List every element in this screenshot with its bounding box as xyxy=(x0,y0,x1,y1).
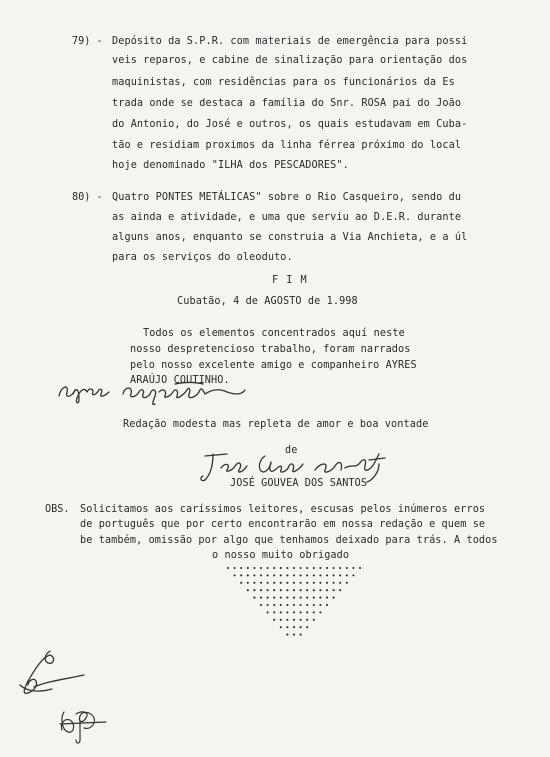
ornament-dot xyxy=(300,634,302,636)
ornament-dot xyxy=(306,626,308,628)
item-80-line: Quatro PONTES METÁLICAS" sobre o Rio Casqueiro, sendo du xyxy=(112,192,462,203)
ornament-dot xyxy=(333,597,335,599)
ornament-dot xyxy=(352,574,354,576)
ornament-dot xyxy=(280,574,282,576)
ornament-dot xyxy=(280,567,282,569)
ornament-dot xyxy=(293,619,295,621)
credits-line: ARAÚJO COUTINHO. xyxy=(130,375,230,386)
item-80-number: 80) - xyxy=(72,192,103,203)
ornament-dot xyxy=(339,574,341,576)
ornament-dot xyxy=(306,589,308,591)
ornament-dot xyxy=(286,619,288,621)
ornament-dot xyxy=(240,582,242,584)
ornament-dot xyxy=(333,589,335,591)
ornament-dot xyxy=(319,604,321,606)
author-name: JOSÉ GOUVEA DOS SANTOS xyxy=(230,478,368,489)
ornament-dot xyxy=(306,597,308,599)
ornament-dot xyxy=(260,597,262,599)
ornament-dot xyxy=(293,604,295,606)
ornament-dot xyxy=(267,604,269,606)
ornament-dot xyxy=(260,604,262,606)
obs-line: de português que por certo encontrarão em nossa redação e quem se xyxy=(80,519,486,530)
ornament-dot xyxy=(333,574,335,576)
ornament-dot xyxy=(306,604,308,606)
item-79-line: trada onde se destaca a família do Snr. ROSA pai do João xyxy=(112,98,462,109)
ornament-dot xyxy=(280,619,282,621)
de-word: de xyxy=(285,445,298,456)
ornament-dot xyxy=(286,567,288,569)
ornament-dot xyxy=(280,582,282,584)
ornament-dot xyxy=(267,582,269,584)
ornament-dot xyxy=(339,567,341,569)
ornament-dot xyxy=(273,597,275,599)
ornament-dot xyxy=(267,611,269,613)
fim-heading: F I M xyxy=(272,275,308,286)
ornament-dot xyxy=(333,567,335,569)
ornament-dot xyxy=(293,634,295,636)
ornament-dot xyxy=(253,567,255,569)
ornament-dot xyxy=(313,604,315,606)
ornament-dot xyxy=(313,611,315,613)
ornament-dot xyxy=(273,604,275,606)
redacao-line: Redação modesta mas repleta de amor e boa vontade xyxy=(123,419,429,430)
item-80-line: para os serviços do oleoduto. xyxy=(112,252,293,263)
ornament-dot xyxy=(240,574,242,576)
ornament-dot xyxy=(286,611,288,613)
obs-line: o nosso muito obrigado xyxy=(212,550,350,561)
ornament-dot xyxy=(293,589,295,591)
ornament-dot xyxy=(260,582,262,584)
ornament-dot xyxy=(273,567,275,569)
ornament-dot xyxy=(273,611,275,613)
ornament-dot xyxy=(326,597,328,599)
ornament-dot xyxy=(253,589,255,591)
ornament-dot xyxy=(267,589,269,591)
ornament-dot xyxy=(300,626,302,628)
ornament-dot xyxy=(286,574,288,576)
ornament-dot xyxy=(306,611,308,613)
obs-label: OBS. xyxy=(45,504,70,515)
ornament-dot xyxy=(300,589,302,591)
ornament-dot xyxy=(313,589,315,591)
ornament-dot xyxy=(306,567,308,569)
ornament-dot xyxy=(346,567,348,569)
ornament-dot xyxy=(280,597,282,599)
ornament-dot xyxy=(260,589,262,591)
item-79-line: hoje denominado "ILHA dos PESCADORES". xyxy=(112,160,349,171)
ornament-dot xyxy=(319,597,321,599)
ornament-dot xyxy=(247,567,249,569)
ornament-dot xyxy=(346,574,348,576)
ornament-dot xyxy=(313,619,315,621)
item-79-number: 79) - xyxy=(72,36,103,47)
ornament-dot xyxy=(227,567,229,569)
ornament-dot xyxy=(286,634,288,636)
ornament-dot xyxy=(267,574,269,576)
ornament-dot xyxy=(260,567,262,569)
ornament-dot xyxy=(286,604,288,606)
ornament-dot xyxy=(280,589,282,591)
ornament-dot xyxy=(306,619,308,621)
ornament-dot xyxy=(319,611,321,613)
ornament-dot xyxy=(253,582,255,584)
ornament-dot xyxy=(286,582,288,584)
ornament-dot xyxy=(267,597,269,599)
ornament-dot xyxy=(313,582,315,584)
ornament-dot xyxy=(293,574,295,576)
ornament-dot xyxy=(319,582,321,584)
ornament-dot xyxy=(326,604,328,606)
item-79-line: do Antonio, do José e outros, os quais estudavam em Cuba- xyxy=(112,119,468,130)
ornament-dot xyxy=(300,582,302,584)
ornament-dot xyxy=(313,574,315,576)
ornament-dot xyxy=(339,582,341,584)
ornament-dot xyxy=(293,567,295,569)
ornament-dot xyxy=(293,626,295,628)
ornament-dot xyxy=(234,567,236,569)
ornament-dot xyxy=(326,589,328,591)
ornament-dot xyxy=(293,597,295,599)
initials-mark-icon xyxy=(50,700,130,750)
obs-line: be também, omissão por algo que tenhamos deixado para trás. A todos xyxy=(80,535,498,546)
item-80-line: alguns anos, enquanto se construia a Via Anchieta, e a úl xyxy=(112,232,468,243)
ornament-dot xyxy=(286,597,288,599)
ornament-dot xyxy=(273,589,275,591)
ornament-dot xyxy=(352,567,354,569)
ornament-dot xyxy=(306,574,308,576)
ornament-dot xyxy=(234,574,236,576)
date-line: Cubatão, 4 de AGOSTO de 1.998 xyxy=(177,296,358,307)
ornament-dot xyxy=(286,626,288,628)
ornament-dot xyxy=(240,567,242,569)
ornament-dot xyxy=(260,574,262,576)
ornament-dot xyxy=(300,574,302,576)
ornament-dot xyxy=(253,574,255,576)
item-79-line: tão e residiam proximos da linha férrea próximo do local xyxy=(112,140,462,151)
ornament-dot xyxy=(273,574,275,576)
ornament-dot xyxy=(286,589,288,591)
ornament-dot xyxy=(326,567,328,569)
ornament-dot xyxy=(326,582,328,584)
margin-scribble-icon xyxy=(14,645,94,705)
item-79-line: veis reparos, e cabine de sinalização para orientação dos xyxy=(112,55,468,66)
credits-line: nosso despretencioso trabalho, foram narrados xyxy=(130,344,411,355)
ornament-dot xyxy=(300,619,302,621)
ornament-dot xyxy=(319,589,321,591)
ornament-dot xyxy=(247,574,249,576)
ornament-dot xyxy=(313,567,315,569)
ornament-dot xyxy=(280,604,282,606)
ornament-dot xyxy=(273,619,275,621)
ornament-dot xyxy=(247,582,249,584)
obs-line: Solicitamos aos caríssimos leitores, escusas pelos inúmeros erros xyxy=(80,504,486,515)
ornament-dot xyxy=(293,582,295,584)
ornament-dot xyxy=(300,597,302,599)
ornament-dot xyxy=(293,611,295,613)
ornament-dot xyxy=(319,574,321,576)
ornament-dot xyxy=(346,582,348,584)
ornament-dot xyxy=(339,589,341,591)
ornament-dot xyxy=(333,582,335,584)
item-79-line: maquinistas, com residências para os funcionários da Es xyxy=(112,77,455,88)
ornament-dot xyxy=(273,582,275,584)
ornament-dot xyxy=(326,574,328,576)
item-79-line: Depósito da S.P.R. com materiais de emergência para possi xyxy=(112,36,468,47)
ornament-dot xyxy=(300,604,302,606)
ornament-dot xyxy=(253,597,255,599)
ornament-dot xyxy=(359,567,361,569)
ornament-dot xyxy=(300,611,302,613)
credits-line: pelo nosso excelente amigo e companheiro AYRES xyxy=(130,360,417,371)
ornament-dot xyxy=(306,582,308,584)
ornament-dot xyxy=(313,597,315,599)
ornament-dot xyxy=(267,567,269,569)
ornament-dot xyxy=(280,626,282,628)
item-80-line: as ainda e atividade, e uma que serviu ao D.E.R. durante xyxy=(112,212,462,223)
ornament-dot xyxy=(300,567,302,569)
ornament-dot xyxy=(319,567,321,569)
credits-line: Todos os elementos concentrados aquí neste xyxy=(143,328,405,339)
ornament-dot xyxy=(280,611,282,613)
ornament-dot xyxy=(247,589,249,591)
